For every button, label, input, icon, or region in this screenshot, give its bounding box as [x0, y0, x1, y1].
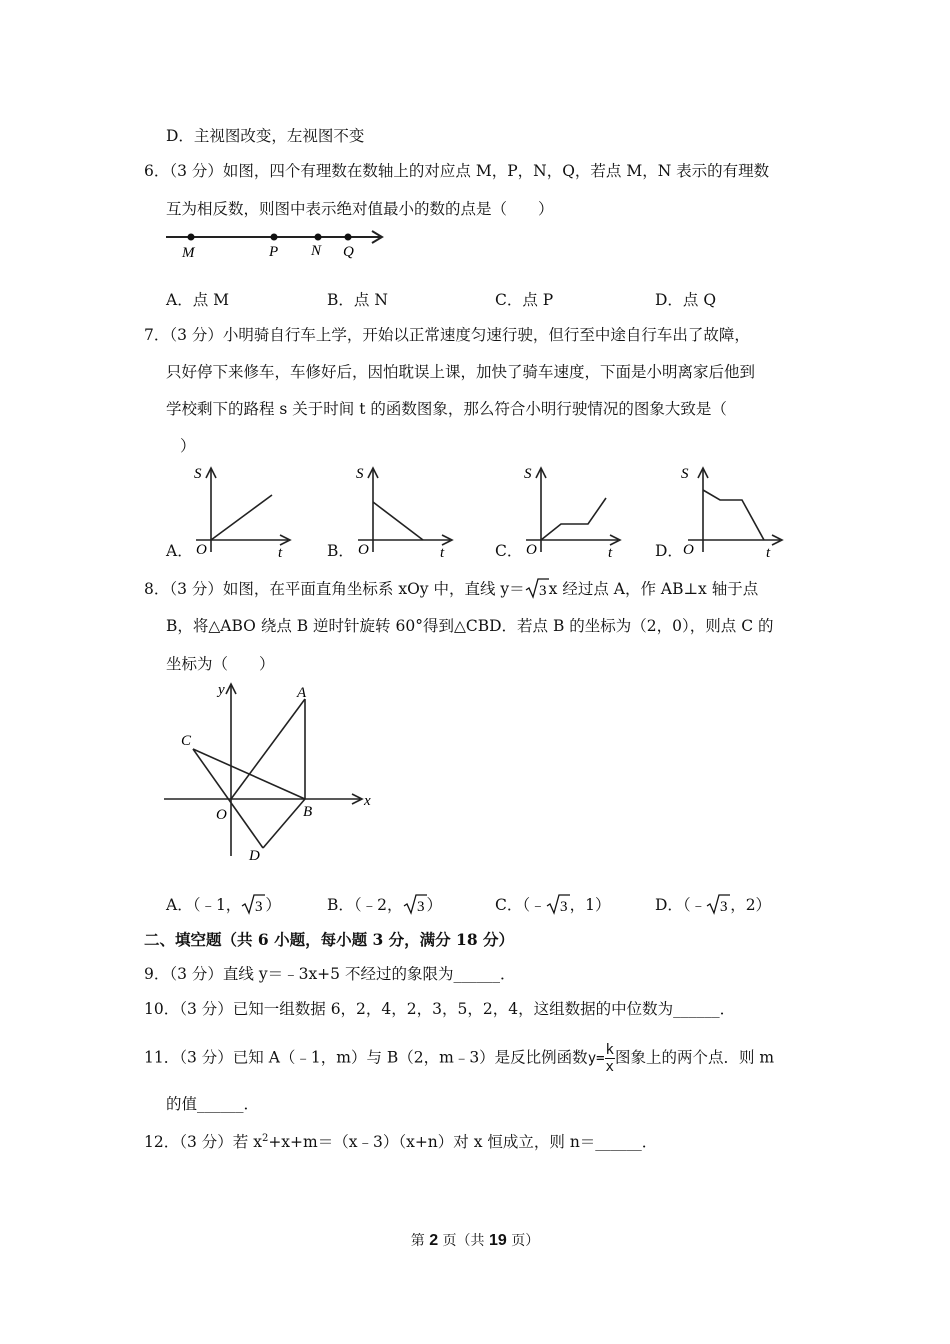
- svg-text:3: 3: [538, 583, 547, 599]
- q7-graph-d-y-label: S: [681, 466, 689, 482]
- q7-text-line4: ）: [180, 437, 196, 455]
- q6-point-p: [271, 234, 278, 241]
- sqrt-sign-icon: [546, 893, 570, 915]
- q8-text-line1: [144, 577, 758, 599]
- q7-graph-b: [350, 460, 460, 560]
- q8-line-bd: [263, 799, 305, 848]
- total-pages: 19: [489, 1232, 507, 1249]
- q7-graph-a-y-label: S: [194, 466, 202, 482]
- q8-label-y: y: [218, 682, 225, 698]
- q7-graph-c-y-label: S: [524, 466, 532, 482]
- sqrt-3: [525, 577, 549, 599]
- q7-graph-d: [680, 460, 790, 560]
- q7-option-a: A．: [166, 542, 193, 560]
- q11-text-line2: 的值______．: [166, 1095, 260, 1113]
- q6-option-a: A．点 M: [166, 291, 229, 309]
- q7-graph-a-x-label: t: [278, 545, 283, 560]
- q8-label-a: A: [297, 685, 307, 701]
- q11-text-line1: 11．（3 分）已知 A（﹣1，m）与 B（2，m﹣3）是反比例函数y= $\frac{k}{x}$ 图象上的两个点．则 m: [144, 1042, 775, 1075]
- q11-fraction: $\frac{k}{x}$: [605, 1042, 614, 1075]
- q8-text-line1-a: 8．（3 分）如图，在平面直角坐标系 xOy 中，直线 y＝: [144, 580, 525, 598]
- page-footer: 第 2 页（共 19 页）: [410, 1232, 540, 1249]
- q8-text-line3: 坐标为（ ）: [166, 655, 275, 673]
- q7-graph-b-origin: O: [358, 542, 369, 558]
- q7-text-line2: 只好停下来修车，车修好后，因怕耽误上课，加快了骑车速度，下面是小明离家后他到: [166, 363, 756, 381]
- q8-label-c: C: [181, 733, 192, 749]
- q7-graph-c-curve: [541, 498, 606, 540]
- q6-label-n: N: [311, 243, 322, 259]
- q6-number-line: [160, 226, 390, 266]
- q7-graph-c-origin: O: [526, 542, 537, 558]
- q12-exponent: 2: [261, 1133, 269, 1144]
- current-page-number: 2: [429, 1232, 439, 1249]
- q7-graph-a-origin: O: [196, 542, 207, 558]
- q6-option-c: C．点 P: [495, 291, 554, 309]
- svg-text:3: 3: [416, 899, 425, 915]
- q6-label-p: P: [269, 244, 279, 260]
- q7-graph-a-curve: [211, 495, 272, 540]
- q6-point-m: [188, 234, 195, 241]
- q6-label-m: M: [182, 245, 195, 261]
- q7-graph-c-x-label: t: [608, 545, 613, 560]
- q8-label-x: x: [364, 793, 371, 809]
- section-2-heading: 二、填空题（共 6 小题，每小题 3 分，满分 18 分）: [144, 930, 515, 949]
- sqrt-sign-icon: [525, 577, 549, 599]
- q7-text-line1: 7．（3 分）小明骑自行车上学，开始以正常速度匀速行驶，但行至中途自行车出了故障，: [144, 326, 750, 344]
- q8-option-d: D．（﹣ 3 ，2）: [655, 893, 771, 915]
- q8-label-d: D: [249, 848, 260, 864]
- q7-graph-d-curve: [703, 490, 764, 540]
- q6-text-line2: 互为相反数，则图中表示绝对值最小的数的点是（ ）: [166, 200, 554, 218]
- q8-label-b: B: [303, 804, 313, 820]
- sqrt-sign-icon: [403, 893, 427, 915]
- q12-text: 12．（3 分）若 $x^2+x+m=(x﹣3)(x+n)$对 x 恒成立，则 n＝______．: [144, 1133, 658, 1152]
- q6-text-line1: 6．（3 分）如图，四个有理数在数轴上的对应点 M，P，N，Q，若点 M，N 表示的有理数: [144, 162, 770, 180]
- q8-label-o: O: [216, 807, 227, 823]
- q8-option-b: B．（﹣2， 3 ）: [327, 893, 442, 915]
- q9-text: 9．（3 分）直线 y＝﹣3x+5 不经过的象限为______．: [144, 965, 516, 983]
- q8-coordinate-figure: [160, 676, 380, 866]
- q7-option-d: D．: [655, 542, 683, 560]
- q7-graph-c: [518, 460, 628, 560]
- q5-option-d: D．主视图改变，左视图不变: [166, 127, 365, 145]
- svg-text:3: 3: [559, 899, 568, 915]
- q8-line-oa: [231, 699, 305, 799]
- q6-option-d: D．点 Q: [655, 291, 717, 309]
- q7-option-c: C．: [495, 542, 523, 560]
- q6-point-n: [315, 234, 322, 241]
- q8-option-a: A．（﹣1， 3 ）: [166, 893, 281, 915]
- q6-option-b: B．点 N: [327, 291, 388, 309]
- q7-graph-d-origin: O: [683, 542, 694, 558]
- q6-label-q: Q: [343, 244, 354, 260]
- svg-text:3: 3: [720, 899, 728, 915]
- q8-text-line1-b: x 经过点 A，作 AB⊥x 轴于点: [548, 580, 759, 598]
- sqrt-sign-icon: [241, 893, 265, 915]
- q7-graph-b-y-label: S: [356, 466, 364, 482]
- q7-option-b: B．: [327, 542, 354, 560]
- q7-text-line3: 学校剩下的路程 s 关于时间 t 的函数图象，那么符合小明行驶情况的图象大致是（: [166, 400, 727, 418]
- q7-graph-b-curve: [373, 502, 423, 540]
- svg-text:3: 3: [255, 899, 263, 915]
- q6-point-q: [345, 234, 352, 241]
- q7-graph-d-x-label: t: [766, 545, 771, 560]
- q8-text-line2: B，将△ABO 绕点 B 逆时针旋转 60°得到△CBD．若点 B 的坐标为（2，0），则点 C 的: [166, 617, 774, 635]
- q8-option-c: C．（﹣ 3 ，1）: [495, 893, 611, 915]
- sqrt-sign-icon: [706, 893, 730, 915]
- q7-graph-a: [188, 460, 298, 560]
- q10-text: 10．（3 分）已知一组数据 6，2，4，2，3，5，2，4，这组数据的中位数为______．: [144, 1000, 736, 1018]
- q11-fraction-prefix: y=: [587, 1050, 605, 1067]
- q7-graph-b-x-label: t: [440, 545, 445, 560]
